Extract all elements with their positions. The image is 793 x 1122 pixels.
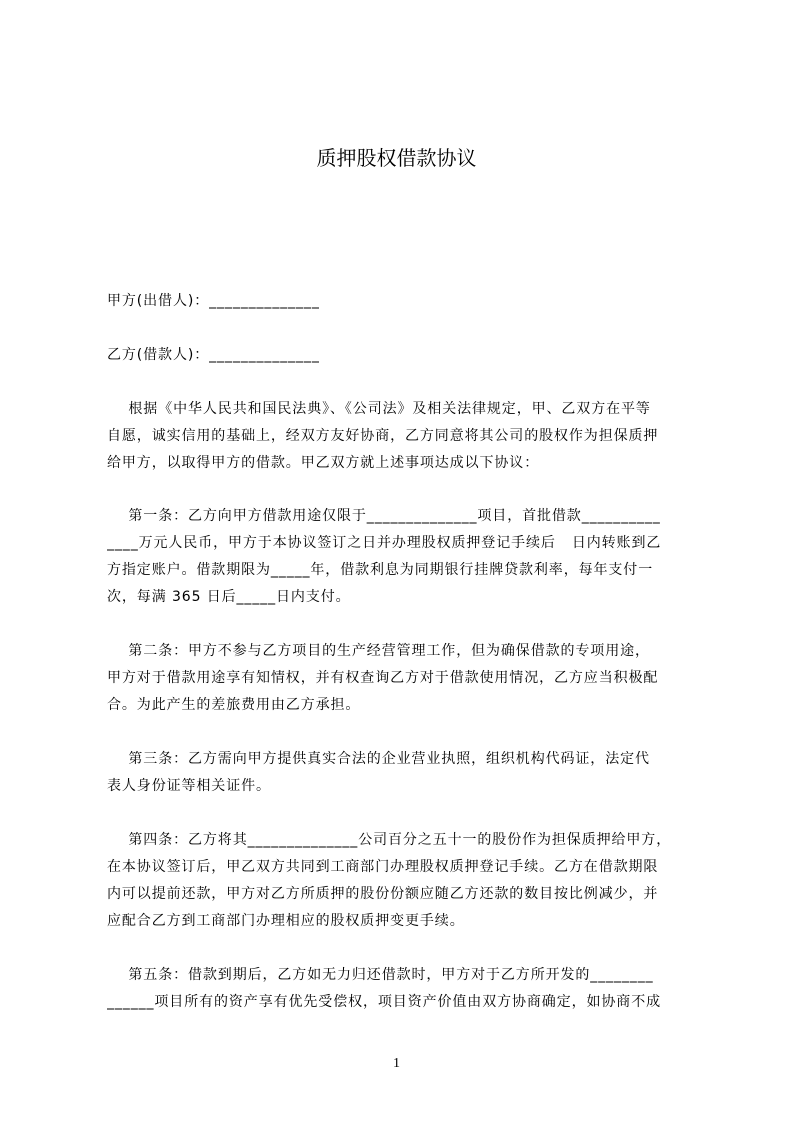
party-a-line: 甲方(出借人)：______________ — [107, 293, 320, 309]
text-line: 自愿，诚实信用的基础上，经双方友好协商，乙方同意将其公司的股权作为担保质押 — [107, 428, 659, 444]
text-line: 第四条：乙方将其______________公司百分之五十一的股份作为担保质押给甲方， — [107, 832, 672, 848]
text-line: 第一条：乙方向甲方借款用途仅限于______________项目，首批借款__________ — [107, 508, 661, 524]
document-title: 质押股权借款协议 — [316, 146, 477, 170]
text-line: 表人身份证等相关证件。 — [107, 778, 271, 794]
text-line: 内可以提前还款，甲方对乙方所质押的股份份额应随乙方还款的数目按比例减少，并 — [107, 886, 659, 902]
text-line: 应配合乙方到工商部门办理相应的股权质押变更手续。 — [107, 913, 465, 929]
text-line: 次，每满 365 日后_____日内支付。 — [107, 589, 351, 605]
text-line: 根据《中华人民共和国民法典》、《公司法》及相关法律规定，甲、乙双方在平等 — [107, 401, 651, 417]
text-line: 甲方对于借款用途享有知情权，并有权查询乙方对于借款使用情况，乙方应当积极配 — [107, 670, 659, 686]
text-line: 在本协议签订后，甲乙双方共同到工商部门办理股权质押登记手续。乙方在借款期限 — [107, 859, 659, 875]
text-line: 第二条：甲方不参与乙方项目的生产经营管理工作，但为确保借款的专项用途， — [107, 643, 650, 659]
text-line: 第五条：借款到期后，乙方如无力归还借款时，甲方对于乙方所开发的________ — [107, 967, 654, 983]
text-line: ____万元人民币，甲方于本协议签订之日并办理股权质押登记手续后 日内转账到乙 — [107, 535, 662, 551]
party-b-line: 乙方(借款人)：______________ — [107, 347, 320, 363]
text-line: 方指定账户。借款期限为_____年，借款利息为同期银行挂牌贷款利率，每年支付一 — [107, 562, 654, 578]
text-line: 合。为此产生的差旅费用由乙方承担。 — [107, 697, 361, 713]
page-number: 1 — [393, 1056, 400, 1071]
text-line: ______项目所有的资产享有优先受偿权，项目资产价值由双方协商确定，如协商不成 — [107, 994, 661, 1010]
text-line: 给甲方，以取得甲方的借款。甲乙双方就上述事项达成以下协议： — [107, 455, 540, 471]
text-line: 第三条：乙方需向甲方提供真实合法的企业营业执照，组织机构代码证，法定代 — [107, 751, 650, 767]
